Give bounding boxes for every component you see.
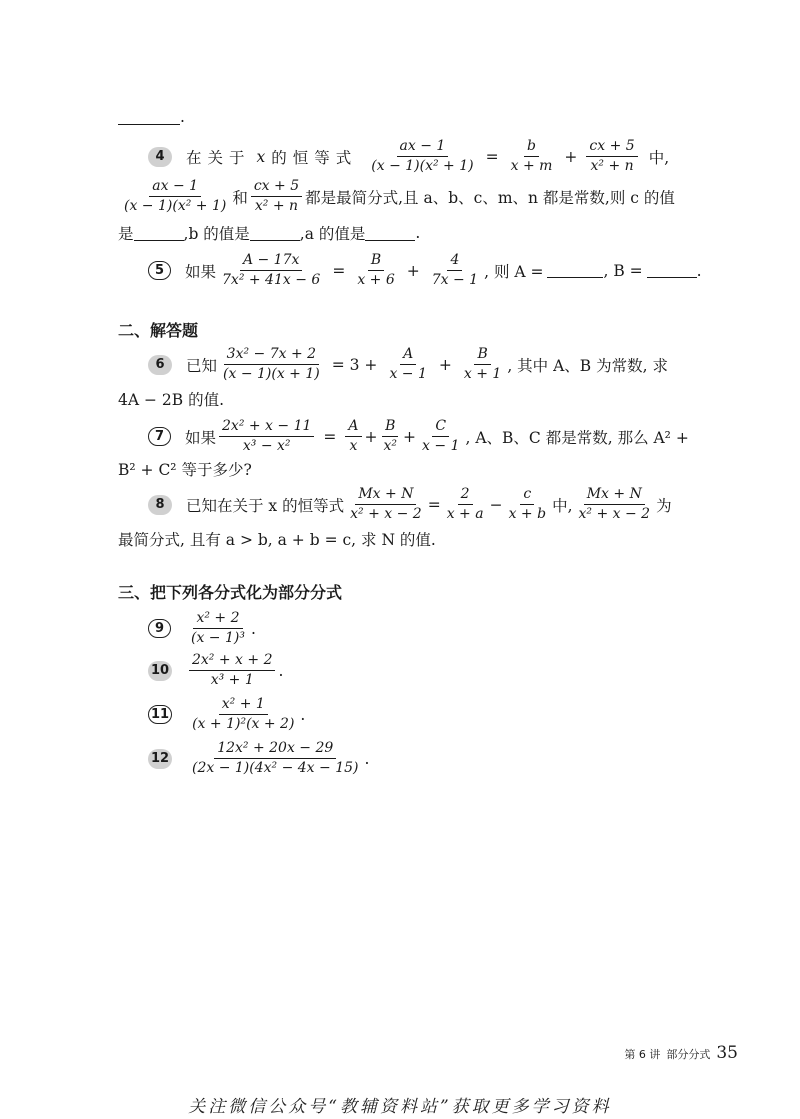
- q4-line3: [118, 222, 420, 244]
- q6-frac1-numerator: 3x² − 7x + 2: [224, 346, 319, 365]
- q4-frac3-repeat-numerator: cx + 5: [251, 178, 302, 197]
- page-number: 35: [716, 1043, 738, 1063]
- q4-line1: [148, 138, 669, 175]
- q10-fraction: [189, 652, 275, 689]
- q11-end: .: [300, 705, 306, 724]
- q6-plus: +: [438, 355, 452, 374]
- q5-frac2-denominator: x + 6: [357, 272, 395, 288]
- q4-frac1-denominator: (x − 1)(x² + 1): [371, 158, 474, 174]
- q5-frac2-numerator: B: [368, 252, 384, 271]
- page-footer: [624, 1043, 738, 1063]
- q4-fraction-3: [586, 138, 637, 175]
- q5-fraction-3: [429, 252, 481, 289]
- q7-frac2-numerator: A: [345, 418, 361, 437]
- q9-number-badge: 9: [148, 619, 171, 638]
- q7-plus-1: +: [364, 427, 378, 446]
- q6-fraction-1: [220, 346, 323, 383]
- q5-plus: +: [406, 261, 420, 280]
- q8-text-post: 为: [656, 496, 672, 515]
- q6-text-post: , 其中 A、B 为常数, 求: [507, 356, 668, 375]
- q12-line: [148, 740, 369, 777]
- answer-blank-b: [250, 226, 300, 241]
- q11-fraction: [189, 696, 297, 733]
- section-2-heading: 二、解答题: [118, 321, 199, 340]
- q11-denominator: (x + 1)²(x + 2): [192, 716, 295, 732]
- q9-denominator: (x − 1)³: [191, 630, 245, 646]
- q10-numerator: 2x² + x + 2: [189, 652, 275, 671]
- q8-frac3-denominator: x + b: [508, 506, 547, 522]
- q7-frac2-denominator: x: [349, 438, 358, 454]
- q4-and: 和: [232, 188, 248, 207]
- q4-line3-b: ,b 的值是: [183, 225, 250, 243]
- q7-fraction-2: [345, 418, 361, 455]
- q4-fraction-3-repeat: [251, 178, 302, 215]
- q8-fraction-4: [576, 486, 654, 523]
- q7-frac4-denominator: x − 1: [422, 438, 460, 454]
- q4-fraction-1: [368, 138, 476, 175]
- q6-frac2-denominator: x − 1: [389, 366, 427, 382]
- q8-frac4-denominator: x² + x − 2: [578, 506, 651, 522]
- q12-numerator: 12x² + 20x − 29: [214, 740, 336, 759]
- q6-frac1-denominator: (x − 1)(x + 1): [223, 366, 320, 382]
- q5-number-badge: 5: [148, 261, 171, 280]
- q8-fraction-3: [506, 486, 550, 523]
- q8-number-badge: 8: [148, 495, 172, 515]
- q8-frac4-numerator: Mx + N: [584, 486, 645, 505]
- q8-fraction-1: [347, 486, 425, 523]
- q7-frac1-denominator: x³ − x²: [242, 438, 291, 454]
- q8-frac2-denominator: x + a: [446, 506, 484, 522]
- q8-fraction-2: [444, 486, 487, 523]
- q10-end: .: [278, 661, 284, 680]
- q7-line1: [148, 418, 689, 455]
- q4-frac2-numerator: b: [524, 138, 539, 157]
- q12-end: .: [364, 749, 370, 768]
- q5-frac1-numerator: A − 17x: [240, 252, 302, 271]
- q3-answer-line: [118, 108, 185, 126]
- q4-line3-end: .: [415, 224, 421, 242]
- q4-text-zhong: 中,: [648, 148, 670, 167]
- q6-frac3-numerator: B: [474, 346, 490, 365]
- q4-equals: =: [485, 147, 499, 166]
- q4-frac1-repeat-denominator: (x − 1)(x² + 1): [124, 198, 227, 214]
- q11-number-badge: 11: [148, 705, 172, 724]
- q6-frac3-denominator: x + 1: [463, 366, 502, 382]
- q5-end: .: [696, 261, 702, 280]
- q4-fraction-1-repeat: [121, 178, 229, 215]
- q8-frac3-numerator: c: [520, 486, 534, 505]
- q8-frac1-numerator: Mx + N: [355, 486, 416, 505]
- q11-numerator: x² + 1: [219, 696, 268, 715]
- q8-text-mid: 中,: [552, 496, 573, 515]
- q5-text-b: , B =: [603, 261, 643, 280]
- q4-plus: +: [564, 147, 578, 166]
- q6-fraction-2: [386, 346, 429, 383]
- q4-frac2-denominator: x + m: [510, 158, 553, 174]
- q12-number-badge: 12: [148, 749, 172, 769]
- q4-frac3-denominator: x² + n: [590, 158, 634, 174]
- q10-denominator: x³ + 1: [210, 672, 254, 688]
- q12-fraction: [189, 740, 361, 777]
- q4-frac3-numerator: cx + 5: [586, 138, 637, 157]
- q6-line1: [148, 346, 668, 383]
- q4-frac1-repeat-numerator: ax − 1: [149, 178, 201, 197]
- footer-lecture: 第 6 讲: [624, 1048, 661, 1061]
- q7-text-pre: 如果: [185, 428, 217, 447]
- q7-frac1-numerator: 2x² + x − 11: [219, 418, 314, 437]
- q4-number-badge: 4: [148, 147, 172, 167]
- q7-text-post: , A、B、C 都是常数, 那么 A² +: [465, 428, 689, 447]
- answer-blank-A: [547, 263, 603, 278]
- q6-equals: = 3 +: [331, 355, 378, 374]
- q6-line2: 4A − 2B 的值.: [118, 391, 225, 409]
- q4-fraction-2: [508, 138, 556, 175]
- answer-blank-a: [365, 226, 415, 241]
- q8-minus: −: [489, 495, 503, 514]
- q7-plus-2: +: [403, 427, 417, 446]
- q5-frac3-denominator: 7x − 1: [431, 272, 479, 288]
- q5-fraction-1: [219, 252, 323, 289]
- q4-line2-text: 都是最简分式,且 a、b、c、m、n 都是常数,则 c 的值: [305, 188, 675, 207]
- q5-line: [148, 252, 702, 289]
- q5-frac3-numerator: 4: [447, 252, 462, 271]
- watermark-text: 关注微信公众号“教辅资料站”获取更多学习资料: [188, 1097, 612, 1117]
- q4-text-mid: 的恒等式: [271, 148, 358, 167]
- q5-text-a: , 则 A =: [484, 262, 544, 281]
- q6-number-badge: 6: [148, 355, 172, 375]
- q8-frac1-denominator: x² + x − 2: [350, 506, 422, 522]
- period: .: [180, 108, 185, 126]
- q10-line: [148, 652, 283, 689]
- q7-frac3-numerator: B: [382, 418, 398, 437]
- q6-fraction-3: [461, 346, 504, 383]
- q8-text-pre: 已知在关于 x 的恒等式: [186, 496, 345, 515]
- q7-number-badge: 7: [148, 427, 171, 446]
- q10-number-badge: 10: [148, 661, 172, 681]
- q11-line: [148, 696, 305, 733]
- answer-blank: [118, 110, 180, 125]
- answer-blank-B: [647, 263, 697, 278]
- q7-fraction-1: [219, 418, 314, 455]
- q7-line2: B² + C² 等于多少?: [118, 461, 252, 479]
- q9-end: .: [250, 619, 256, 638]
- q4-line3-c: ,a 的值是: [299, 225, 366, 243]
- q7-frac4-numerator: C: [432, 418, 449, 437]
- q4-var-x: x: [256, 147, 266, 166]
- q4-line3-a: 是: [118, 225, 134, 243]
- q6-text-pre: 已知: [186, 356, 218, 375]
- section-3-heading: 三、把下列各分式化为部分分式: [118, 583, 343, 602]
- answer-blank-c: [134, 226, 184, 241]
- q8-equals: =: [427, 495, 441, 514]
- q9-line: [148, 610, 256, 647]
- q7-fraction-4: [419, 418, 462, 455]
- q8-frac2-numerator: 2: [458, 486, 473, 505]
- q4-frac1-numerator: ax − 1: [397, 138, 449, 157]
- q7-frac3-denominator: x²: [383, 438, 398, 454]
- q7-equals: =: [323, 427, 337, 446]
- q8-line1: [148, 486, 672, 523]
- q4-text-pre: 在关于: [186, 148, 251, 167]
- q4-line2: [118, 178, 675, 215]
- q12-denominator: (2x − 1)(4x² − 4x − 15): [192, 760, 359, 776]
- q6-frac2-numerator: A: [400, 346, 416, 365]
- q8-line2: 最简分式, 且有 a > b, a + b = c, 求 N 的值.: [118, 531, 436, 549]
- q4-frac3-repeat-denominator: x² + n: [254, 198, 299, 214]
- q5-fraction-2: [354, 252, 397, 289]
- q9-fraction: [188, 610, 248, 647]
- footer-topic: 部分分式: [666, 1048, 711, 1061]
- q5-equals: =: [332, 261, 346, 280]
- q5-frac1-denominator: 7x² + 41x − 6: [222, 272, 321, 288]
- q5-text-pre: 如果: [185, 262, 217, 281]
- q9-numerator: x² + 2: [193, 610, 242, 629]
- q7-fraction-3: [381, 418, 401, 455]
